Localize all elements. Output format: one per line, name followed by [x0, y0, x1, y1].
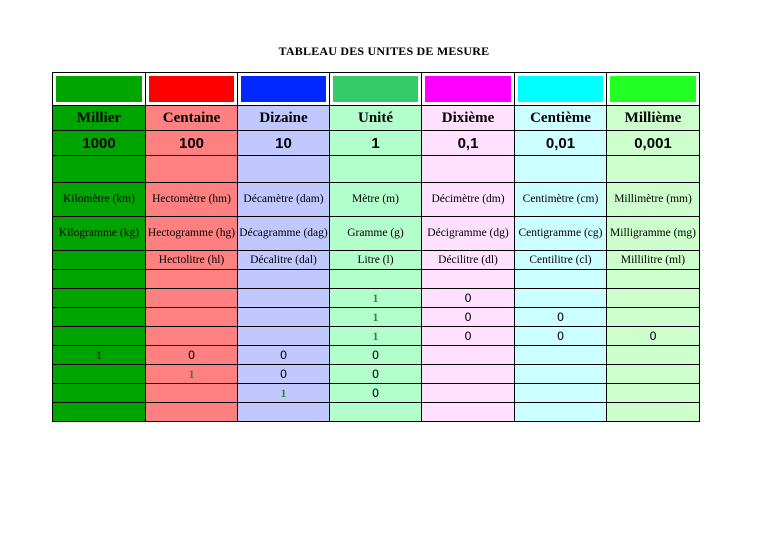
place-name: Unité: [330, 106, 422, 131]
example-digit: 1: [96, 350, 102, 362]
length-unit: Centimètre (cm): [515, 183, 607, 217]
example-cell: [607, 308, 700, 327]
example-cell: [607, 365, 700, 384]
example-digit: 1: [372, 312, 379, 324]
example-cell: [53, 270, 146, 289]
blank-cell: [330, 156, 422, 183]
color-swatch-cell: [330, 73, 422, 106]
example-cell: [238, 327, 330, 346]
example-digit: 1: [372, 293, 379, 305]
color-swatch: [333, 76, 418, 102]
example-digit: 1: [188, 369, 195, 381]
color-swatch-cell: [146, 73, 238, 106]
color-swatch: [610, 76, 696, 102]
example-row: [53, 327, 700, 346]
example-cell: [53, 346, 146, 365]
example-cell: 0: [515, 327, 607, 346]
example-cell: 0: [238, 365, 330, 384]
place-name: Dizaine: [238, 106, 330, 131]
example-cell: [238, 270, 330, 289]
example-cell: [53, 289, 146, 308]
example-cell: [607, 403, 700, 422]
mass-unit: Décagramme (dag): [238, 217, 330, 251]
example-cell: [53, 384, 146, 403]
length-unit: Millimètre (mm): [607, 183, 700, 217]
example-cell: [146, 308, 238, 327]
example-cell: [422, 270, 515, 289]
volume-units-row: [53, 251, 700, 270]
blank-cell: [146, 156, 238, 183]
example-cell: [238, 289, 330, 308]
example-cell: 0: [330, 346, 422, 365]
length-units-row: [53, 183, 700, 217]
example-row: [53, 403, 700, 422]
example-cell: [515, 384, 607, 403]
example-digit: 1: [372, 331, 379, 343]
place-value: 0,001: [607, 131, 700, 156]
example-cell: [422, 346, 515, 365]
place-value: 100: [146, 131, 238, 156]
example-cell: [607, 289, 700, 308]
example-cell: [146, 403, 238, 422]
length-unit: Hectomètre (hm): [146, 183, 238, 217]
example-cell: 0: [607, 327, 700, 346]
example-cell: [146, 289, 238, 308]
example-row: [53, 346, 700, 365]
example-cell: [607, 346, 700, 365]
mass-unit: Centigramme (cg): [515, 217, 607, 251]
place-name: Centaine: [146, 106, 238, 131]
color-swatch-cell: [422, 73, 515, 106]
example-cell: 0: [146, 346, 238, 365]
length-unit: Décimètre (dm): [422, 183, 515, 217]
example-cell: 0: [422, 327, 515, 346]
blank-cell: [53, 156, 146, 183]
place-value-row: [53, 131, 700, 156]
mass-unit: Gramme (g): [330, 217, 422, 251]
volume-unit: Décilitre (dl): [422, 251, 515, 270]
example-cell: [515, 403, 607, 422]
place-value: 0,01: [515, 131, 607, 156]
example-cell: [422, 384, 515, 403]
example-cell: 0: [422, 308, 515, 327]
color-swatch-cell: [238, 73, 330, 106]
example-cell: [146, 384, 238, 403]
blank-cell: [515, 156, 607, 183]
example-cell: [146, 365, 238, 384]
example-cell: [53, 365, 146, 384]
color-swatch-row: [53, 73, 700, 106]
color-swatch-cell: [53, 73, 146, 106]
example-cell: [607, 384, 700, 403]
blank-cell: [422, 156, 515, 183]
mass-unit: Milligramme (mg): [607, 217, 700, 251]
place-name: Dixième: [422, 106, 515, 131]
color-swatch: [518, 76, 603, 102]
blank-cell: [607, 156, 700, 183]
length-unit: Kilomètre (km): [53, 183, 146, 217]
example-cell: [146, 270, 238, 289]
example-cell: [515, 270, 607, 289]
mass-units-row: [53, 217, 700, 251]
blank-cell: [238, 156, 330, 183]
place-name: Millier: [53, 106, 146, 131]
example-cell: [330, 327, 422, 346]
example-cell: 0: [422, 289, 515, 308]
example-cell: [330, 270, 422, 289]
place-name: Centième: [515, 106, 607, 131]
example-cell: [515, 365, 607, 384]
example-cell: 0: [238, 346, 330, 365]
example-cell: [330, 403, 422, 422]
example-cell: 0: [330, 365, 422, 384]
example-cell: [422, 365, 515, 384]
example-cell: 0: [330, 384, 422, 403]
volume-unit: [53, 251, 146, 270]
example-cell: [607, 270, 700, 289]
color-swatch-cell: [515, 73, 607, 106]
example-cell: [330, 289, 422, 308]
mass-unit: Hectogramme (hg): [146, 217, 238, 251]
example-cell: [53, 327, 146, 346]
blank-row: [53, 156, 700, 183]
example-cell: [238, 403, 330, 422]
place-value: 1000: [53, 131, 146, 156]
volume-unit: Litre (l): [330, 251, 422, 270]
color-swatch-cell: [607, 73, 700, 106]
volume-unit: Décalitre (dal): [238, 251, 330, 270]
example-cell: [330, 308, 422, 327]
mass-unit: Décigramme (dg): [422, 217, 515, 251]
units-table: [52, 72, 700, 422]
example-row: [53, 289, 700, 308]
example-cell: [238, 384, 330, 403]
volume-unit: Hectolitre (hl): [146, 251, 238, 270]
example-row: [53, 270, 700, 289]
volume-unit: Millilitre (ml): [607, 251, 700, 270]
length-unit: Mètre (m): [330, 183, 422, 217]
place-value: 0,1: [422, 131, 515, 156]
color-swatch: [241, 76, 326, 102]
example-digit: 1: [280, 388, 287, 400]
volume-unit: Centilitre (cl): [515, 251, 607, 270]
example-cell: [515, 289, 607, 308]
color-swatch: [56, 76, 142, 102]
page-title: TABLEAU DES UNITES DE MESURE: [278, 44, 490, 58]
place-name-row: [53, 106, 700, 131]
example-cell: [422, 403, 515, 422]
example-row: [53, 308, 700, 327]
mass-unit: Kilogramme (kg): [53, 217, 146, 251]
example-cell: [515, 346, 607, 365]
color-swatch: [425, 76, 511, 102]
example-cell: [53, 403, 146, 422]
example-cell: [53, 308, 146, 327]
example-cell: [238, 308, 330, 327]
example-cell: 0: [515, 308, 607, 327]
place-value: 1: [330, 131, 422, 156]
place-name: Millième: [607, 106, 700, 131]
color-swatch: [149, 76, 234, 102]
length-unit: Décamètre (dam): [238, 183, 330, 217]
example-row: [53, 365, 700, 384]
example-cell: [146, 327, 238, 346]
example-row: [53, 384, 700, 403]
place-value: 10: [238, 131, 330, 156]
